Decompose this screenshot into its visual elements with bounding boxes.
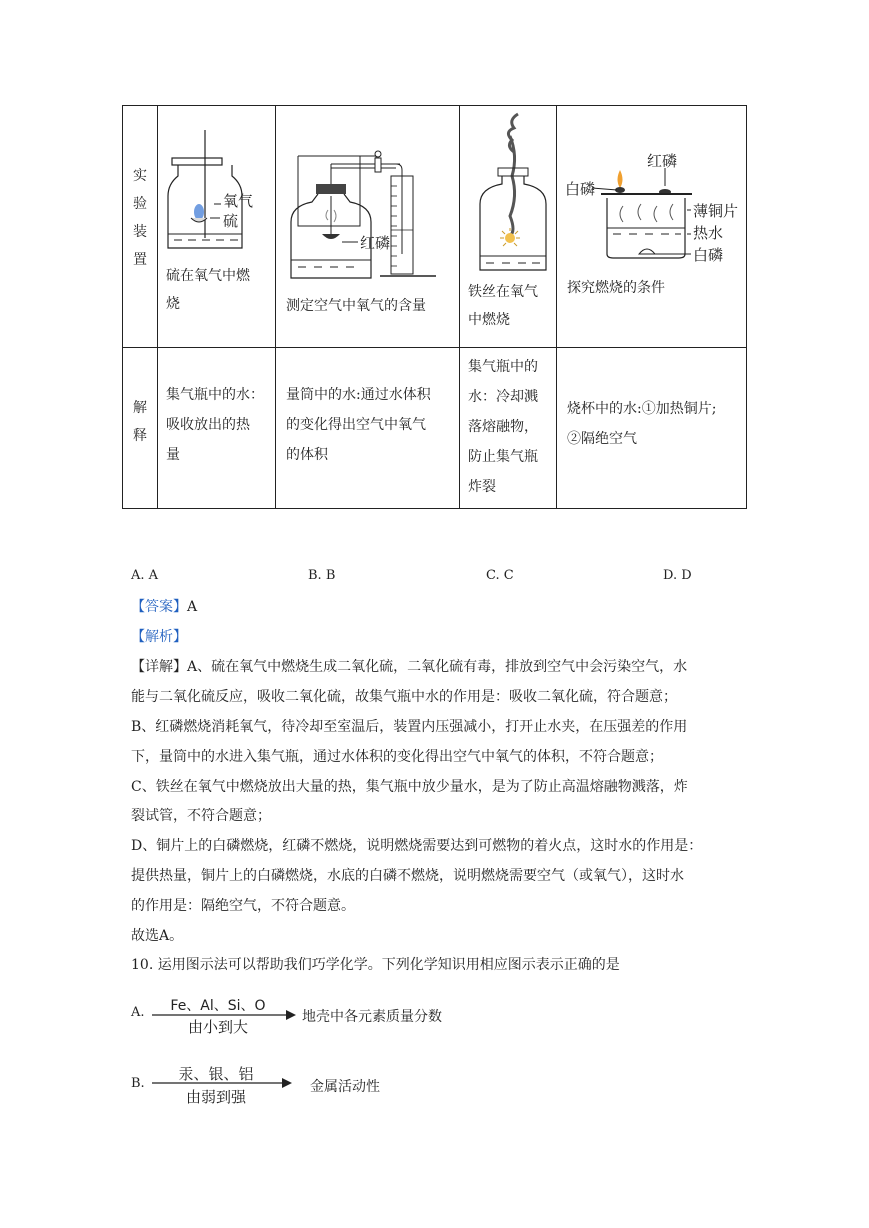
cell-explanation-c — [460, 348, 557, 509]
row-header-char: 验 — [133, 196, 147, 212]
q10-option-b-bottom: 由弱到强 — [185, 1088, 246, 1106]
label-red-phosphorus-d: 红磷 — [647, 152, 678, 170]
explanation-text: 提供热量，铜片上的白磷燃烧，水底的白磷不燃烧，说明燃烧需要空气（或氧气），这时水 — [131, 868, 684, 884]
explanation-text: C、铁丝在氧气中燃烧放出大量的热，集气瓶中放少量水，是为了防止高温熔融物溅落，炸 — [131, 779, 688, 795]
explanation-text: B、红磷燃烧消耗氧气，待冷却至室温后，装置内压强减小，打开止水夹，在压强差的作用 — [131, 719, 688, 735]
explanation-line: 量筒中的水:通过水体积 — [286, 387, 431, 403]
q10-option-b-label: B. — [131, 1076, 145, 1091]
arrow-right-icon — [150, 1077, 294, 1089]
detail-line-1 — [131, 657, 687, 677]
caption-line: 硫在氧气中燃 — [166, 268, 250, 284]
q10-option-a-top: Fe、Al、Si、O — [170, 998, 266, 1014]
answer-tag: 【答案】 — [131, 599, 187, 615]
option-b: B. B — [308, 568, 336, 583]
detail-tag: 【详解】 — [131, 659, 187, 675]
row-header-char: 释 — [133, 428, 147, 444]
q10-option-a-desc: 地壳中各元素质量分数 — [302, 1009, 442, 1025]
experiment-table — [122, 105, 747, 509]
arrow-right-icon — [150, 1009, 298, 1021]
answer-line — [131, 597, 197, 617]
explanation-line: 炸裂 — [468, 479, 496, 495]
cell-setup-d — [557, 106, 747, 348]
caption-line: 烧 — [166, 296, 180, 312]
q10-option-a-label: A. — [131, 1005, 145, 1020]
explanation-line: 的体积 — [286, 447, 328, 463]
caption-b: 测定空气中氧气的含量 — [286, 298, 426, 314]
row-header-setup — [123, 106, 158, 348]
explanation-line: 集气瓶中的水： — [166, 387, 264, 403]
explanation-text: A、硫在氧气中燃烧生成二氧化硫，二氧化硫有毒，排放到空气中会污染空气，水 — [187, 659, 688, 675]
row-header-explanation — [123, 348, 158, 509]
label-sulfur: 硫 — [223, 212, 239, 230]
cell-setup-c — [460, 106, 557, 348]
iron-wire-combustion-diagram — [460, 106, 557, 276]
cell-explanation-d — [557, 348, 747, 509]
cell-explanation-a — [158, 348, 276, 509]
explanation-text: D、铜片上的白磷燃烧，红磷不燃烧，说明燃烧需要达到可燃物的着火点，这时水的作用是： — [131, 838, 703, 854]
option-a: A. A — [131, 568, 159, 583]
explanation-line: ②隔绝空气 — [567, 431, 637, 447]
explanation-line: 烧杯中的水:①加热铜片; — [567, 401, 717, 417]
label-oxygen: 氧气 — [223, 192, 254, 210]
explanation-line: 防止集气瓶 — [468, 449, 538, 465]
explanation-line: 吸收放出的热 — [166, 417, 250, 433]
explanation-line: 水：冷却溅 — [468, 389, 538, 405]
label-white-phosphorus-left: 白磷 — [565, 180, 596, 198]
oxygen-content-diagram — [276, 106, 460, 286]
cell-explanation-b — [276, 348, 460, 509]
explanation-text: 能与二氧化硫反应，吸收二氧化硫，故集气瓶中水的作用是：吸收二氧化硫，符合题意； — [131, 689, 677, 705]
explanation-text: 下，量筒中的水进入集气瓶，通过水体积的变化得出空气中氧气的体积，不符合题意； — [131, 749, 663, 765]
caption-line: 中燃烧 — [468, 312, 510, 328]
question-10-stem: 10. 运用图示法可以帮助我们巧学化学。下列化学知识用相应图示表示正确的是 — [131, 957, 620, 973]
label-copper-sheet: 薄铜片 — [693, 202, 739, 220]
explanation-line: 量 — [166, 447, 180, 463]
label-red-phosphorus: 红磷 — [360, 234, 391, 252]
row-header-char: 装 — [133, 224, 147, 240]
q10-option-b-top: 汞、银、铝 — [178, 1065, 254, 1083]
label-hot-water: 热水 — [693, 224, 724, 242]
option-d: D. D — [663, 568, 692, 583]
explanation-text: 的作用是：隔绝空气，不符合题意。 — [131, 898, 355, 914]
option-c: C. C — [486, 568, 514, 583]
cell-setup-a — [158, 106, 276, 348]
explanation-line: 集气瓶中的 — [468, 359, 538, 375]
row-header-char: 解 — [133, 400, 147, 416]
sulfur-combustion-diagram — [158, 106, 276, 266]
explanation-line: 的变化得出空气中氧气 — [286, 417, 426, 433]
caption-d: 探究燃烧的条件 — [567, 280, 665, 296]
q10-option-a-bottom: 由小到大 — [187, 1018, 248, 1036]
answer-value: A — [187, 599, 198, 615]
explanation-text: 裂试管，不符合题意； — [131, 808, 271, 824]
caption-line: 铁丝在氧气 — [468, 284, 538, 300]
explanation-text: 故选A。 — [131, 928, 184, 944]
analysis-tag: 【解析】 — [131, 629, 187, 645]
explanation-line: 落熔融物， — [468, 419, 538, 435]
row-header-char: 置 — [133, 252, 147, 268]
cell-setup-b — [276, 106, 460, 348]
label-white-phosphorus-bottom: 白磷 — [693, 246, 724, 264]
row-header-char: 实 — [133, 168, 147, 184]
q10-option-b-desc: 金属活动性 — [310, 1079, 380, 1095]
